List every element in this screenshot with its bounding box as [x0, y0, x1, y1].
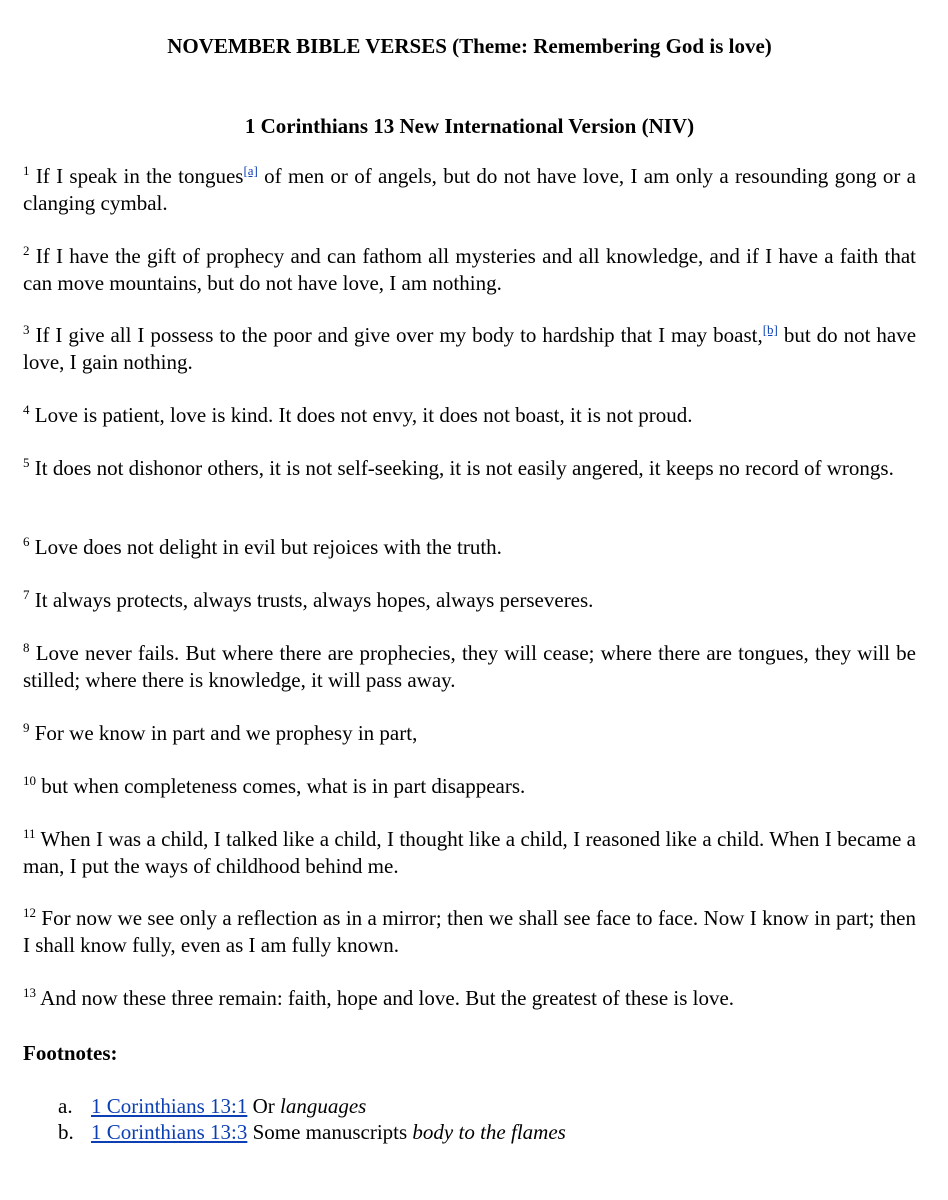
verse-text: For we know in part and we prophesy in part,	[34, 721, 418, 745]
footnote-ref-b[interactable]: [b]	[762, 322, 778, 337]
verse-number: 12	[23, 905, 36, 920]
verse-text: but when completeness comes, what is in part disappears.	[41, 774, 526, 798]
verse-number: 7	[23, 587, 30, 602]
verse-number: 2	[23, 243, 30, 258]
footnote-link-b[interactable]: 1 Corinthians 13:3	[91, 1120, 248, 1144]
verse-6	[23, 534, 916, 561]
verse-number: 8	[23, 640, 30, 655]
verse-13	[23, 985, 916, 1012]
verse-number: 5	[23, 455, 30, 470]
verse-9	[23, 720, 916, 747]
footnote-marker: b.	[58, 1120, 74, 1144]
footnote-text: Or	[247, 1094, 281, 1118]
verse-11	[23, 826, 916, 879]
footnote-italic-text: languages	[280, 1094, 367, 1118]
footnote-text: Some manuscripts	[247, 1120, 413, 1144]
footnote-link-a[interactable]: 1 Corinthians 13:1	[91, 1094, 248, 1118]
footnote-marker: a.	[58, 1094, 73, 1118]
verse-10	[23, 773, 916, 800]
verse-number: 10	[23, 773, 36, 788]
footnotes-heading: Footnotes:	[23, 1041, 118, 1065]
verse-text: Love does not delight in evil but rejoices with the truth.	[34, 535, 502, 559]
footnote-italic-text: body to the flames	[412, 1120, 566, 1144]
verse-text: It always protects, always trusts, always hopes, always perseveres.	[34, 588, 594, 612]
verse-text: of men or of angels, but do not have love, I am only a resounding gong or a clanging cymbal.	[23, 164, 916, 215]
footnote-ref-a[interactable]: [a]	[243, 163, 258, 178]
verse-7	[23, 587, 916, 614]
verse-text: but do not have love, I gain nothing.	[23, 323, 917, 374]
verse-text: When I was a child, I talked like a child, I thought like a child, I reasoned like a child. When I became a man, I put the ways of childhood behind me.	[23, 827, 916, 878]
verse-text: Love never fails. But where there are prophecies, they will cease; where there are tongues, they will be stilled; where there is knowledge, it will pass away.	[23, 641, 916, 692]
verse-number: 4	[23, 402, 30, 417]
verse-text: If I give all I possess to the poor and give over my body to hardship that I may boast,	[35, 323, 763, 347]
footnote-item-b	[23, 1119, 566, 1145]
verse-text: It does not dishonor others, it is not self-seeking, it is not easily angered, it keeps no record of wrongs.	[34, 456, 894, 480]
verse-text: And now these three remain: faith, hope and love. But the greatest of these is love.	[40, 986, 735, 1010]
verse-2	[23, 243, 916, 296]
verse-number: 1	[23, 163, 30, 178]
verse-number: 3	[23, 322, 30, 337]
footnote-item-a	[23, 1093, 566, 1119]
verse-text: For now we see only a reflection as in a mirror; then we shall see face to face. Now I know in part; then I shall know fully, even as I am fully known.	[23, 906, 917, 957]
verse-number: 9	[23, 720, 30, 735]
verse-text: If I speak in the tongues	[35, 164, 244, 188]
verse-8	[23, 640, 916, 693]
chapter-title: 1 Corinthians 13 New International Version (NIV)	[244, 114, 695, 138]
footnotes-list	[23, 1093, 566, 1145]
verse-4	[23, 402, 916, 429]
verse-5	[23, 455, 916, 482]
verse-number: 11	[23, 826, 36, 841]
verse-text: Love is patient, love is kind. It does not envy, it does not boast, it is not proud.	[34, 403, 693, 427]
verse-number: 6	[23, 534, 30, 549]
document-title: NOVEMBER BIBLE VERSES (Theme: Remembering God is love)	[167, 34, 772, 58]
verse-number: 13	[23, 985, 36, 1000]
verse-text: If I have the gift of prophecy and can fathom all mysteries and all knowledge, and if I have a faith that can move mountains, but do not have love, I am nothing.	[23, 244, 917, 295]
verse-3	[23, 322, 916, 375]
verse-12	[23, 905, 916, 958]
verse-1	[23, 163, 916, 216]
